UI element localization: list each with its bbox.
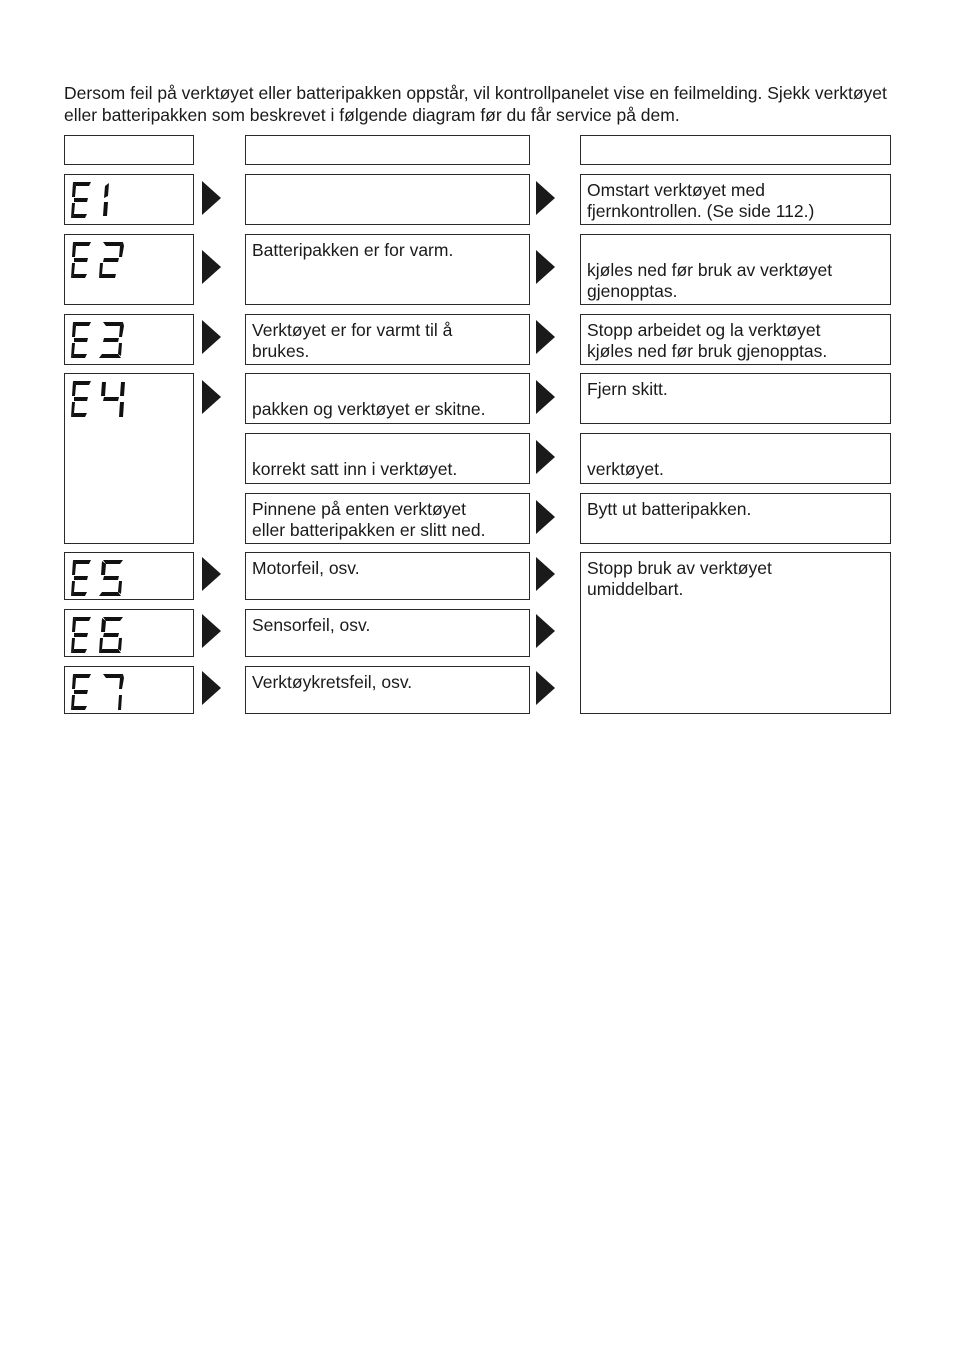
error-code-e2 — [64, 234, 194, 305]
arrow-right-icon — [536, 320, 555, 354]
arrow-right-icon — [536, 671, 555, 705]
cause-cell-9: Verktøykretsfeil, osv. — [245, 666, 530, 714]
error-code-e3 — [64, 314, 194, 365]
cause-cell-3: Verktøyet er for varmt til å brukes. — [245, 314, 530, 365]
header-code — [64, 135, 194, 165]
error-code-e6 — [64, 609, 194, 657]
header-cause — [245, 135, 530, 165]
arrow-right-icon — [202, 614, 221, 648]
remedy-cell-5: verktøyet. — [580, 433, 891, 484]
remedy-cell-6: Bytt ut batteripakken. — [580, 493, 891, 544]
cause-cell-5: korrekt satt inn i verktøyet. — [245, 433, 530, 484]
remedy-cell-3: Stopp arbeidet og la verktøyet kjøles ned før bruk gjenopptas. — [580, 314, 891, 365]
remedy-cell-2: kjøles ned før bruk av verktøyet gjenopptas. — [580, 234, 891, 305]
error-code-e5 — [64, 552, 194, 600]
arrow-right-icon — [202, 557, 221, 591]
e1-display-icon — [71, 180, 127, 220]
e2-display-icon — [71, 240, 127, 280]
e3-display-icon — [71, 320, 127, 360]
cause-cell-2: Batteripakken er for varm. — [245, 234, 530, 305]
error-code-e4 — [64, 373, 194, 544]
arrow-right-icon — [536, 500, 555, 534]
arrow-right-icon — [536, 440, 555, 474]
cause-cell-8: Sensorfeil, osv. — [245, 609, 530, 657]
arrow-right-icon — [202, 380, 221, 414]
e4-display-icon — [71, 379, 127, 419]
arrow-right-icon — [202, 671, 221, 705]
arrow-right-icon — [202, 250, 221, 284]
cause-cell-6: Pinnene på enten verktøyet eller batteripakken er slitt ned. — [245, 493, 530, 544]
remedy-cell-4: Fjern skitt. — [580, 373, 891, 424]
arrow-right-icon — [202, 320, 221, 354]
cause-cell-4: pakken og verktøyet er skitne. — [245, 373, 530, 424]
error-code-e7 — [64, 666, 194, 714]
e7-display-icon — [71, 672, 127, 712]
arrow-right-icon — [536, 181, 555, 215]
header-remedy — [580, 135, 891, 165]
arrow-right-icon — [536, 380, 555, 414]
intro-text: Dersom feil på verktøyet eller batteripakken oppstår, vil kontrollpanelet vise en feilmelding. Sjekk verktøyet eller batteripakken som beskrevet i følgende diagram før du får service på dem. — [64, 83, 887, 125]
arrow-right-icon — [536, 557, 555, 591]
arrow-right-icon — [536, 250, 555, 284]
remedy-cell-7: Stopp bruk av verktøyet umiddelbart. — [580, 552, 891, 714]
error-code-e1 — [64, 174, 194, 225]
e5-display-icon — [71, 558, 127, 598]
cause-cell-7: Motorfeil, osv. — [245, 552, 530, 600]
cause-cell-1 — [245, 174, 530, 225]
arrow-right-icon — [536, 614, 555, 648]
arrow-right-icon — [202, 181, 221, 215]
remedy-cell-1: Omstart verktøyet med fjernkontrollen. (Se side 112.) — [580, 174, 891, 225]
e6-display-icon — [71, 615, 127, 655]
